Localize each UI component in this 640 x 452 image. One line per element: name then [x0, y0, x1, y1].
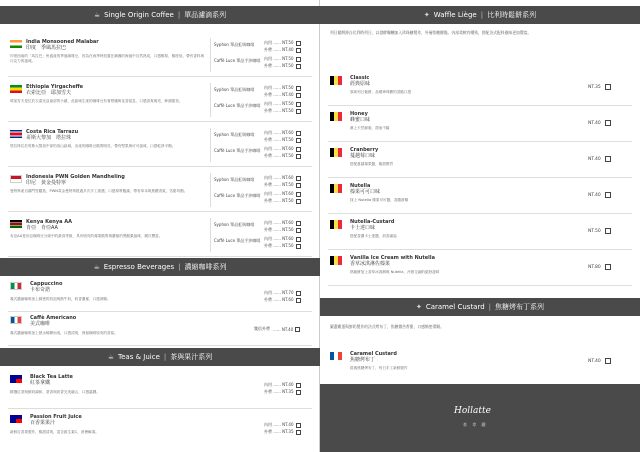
costa-rica-flag-icon — [10, 130, 22, 138]
section-header-espresso — [0, 258, 320, 276]
divider-vertical — [210, 128, 211, 162]
cold-price: 外帶 ...... NT.50 — [264, 227, 294, 232]
section-header-waffle — [320, 6, 640, 24]
cold-checkbox[interactable] — [296, 298, 301, 303]
price-value: NT.40 — [588, 156, 601, 162]
hot-option — [264, 146, 301, 152]
waffle-icon: ✦ — [423, 11, 430, 19]
cold-checkbox[interactable] — [296, 390, 301, 395]
hot-price: 內用 ...... NT.60 — [264, 146, 294, 151]
section-title-zh: 單品濾滴系列 — [184, 11, 227, 19]
item-name: Cappuccino — [30, 281, 63, 287]
cold-option — [264, 182, 301, 188]
item-name-zh: 印尼 黃金曼特寧 — [26, 180, 67, 186]
right-column — [320, 0, 640, 452]
cold-checkbox[interactable] — [296, 430, 301, 435]
cold-price: 外帶 ...... NT.35 — [264, 429, 294, 434]
hot-price: 內用 ...... NT.40 — [264, 382, 294, 387]
brew-method-label: Syphon 單品虹吸咖啡 — [214, 87, 255, 92]
item-name-zh: 百香果果汁 — [30, 420, 56, 426]
cold-price: 外帶 ...... NT.35 — [264, 389, 294, 394]
item-name: Indonesia PWN Golden Mandheling — [26, 174, 125, 180]
cold-checkbox[interactable] — [296, 154, 301, 159]
item-name-zh: 紅茶拿鐵 — [30, 380, 51, 386]
item-name-zh: 蔓越莓口味 — [350, 153, 376, 159]
brew-method-label: Caffè Luce 單品手沖咖啡 — [214, 193, 261, 198]
cold-price: 外帶 ...... NT.50 — [264, 153, 294, 158]
cold-price: 外帶 ...... NT.50 — [264, 63, 294, 68]
cold-option — [264, 227, 301, 233]
hot-checkbox[interactable] — [296, 383, 301, 388]
item-desc: 耶加雪夫是位於衣索比亞南部的小鎮，此區域生產的咖啡豆有著柑橘與花香氣息，口感清爽明亮，餘韻甜美。 — [10, 99, 183, 103]
separator: | — [163, 353, 167, 361]
hot-checkbox[interactable] — [296, 423, 301, 428]
hot-checkbox[interactable] — [296, 176, 301, 181]
section-title-en: Espresso Beverages — [103, 263, 175, 271]
item-name-zh: 肯亞 肯亞AA — [26, 225, 58, 231]
hot-checkbox[interactable] — [296, 147, 301, 152]
item-name-zh: 印度 季風馬拉巴 — [26, 45, 67, 51]
item-name: Classic — [350, 75, 370, 81]
item-name: Nutella — [350, 183, 371, 189]
belgium-flag-icon — [330, 148, 342, 157]
item-name: Caffè Americano — [30, 315, 77, 321]
item-name: Honey — [350, 111, 368, 117]
cold-option — [264, 297, 301, 303]
order-checkbox[interactable] — [605, 358, 611, 364]
section-title-en: Teas & Juice — [118, 353, 160, 361]
item-desc: 經典焦糖烤布丁，每日手工新鮮製作 — [350, 366, 408, 370]
item-name-zh: 卡布奇諾 — [30, 287, 51, 293]
price-tag — [588, 84, 611, 90]
hot-checkbox[interactable] — [296, 192, 301, 197]
hot-option — [264, 130, 301, 136]
cold-price: 外帶 ...... NT.50 — [264, 108, 294, 113]
hot-option — [264, 220, 301, 226]
price-tag — [588, 156, 611, 162]
price-value: NT.40 — [588, 192, 601, 198]
belgium-flag-icon — [330, 76, 342, 85]
hot-price: 內用 ...... NT.60 — [264, 175, 294, 180]
item-desc: 肯亞AA是肯亞咖啡豆分級中的最高等級，具有明亮的莓果酸質與濃郁的黑醋栗風味，層次豐富。 — [10, 234, 163, 238]
hot-option — [264, 85, 301, 91]
india-flag-icon — [10, 40, 22, 48]
hot-checkbox[interactable] — [296, 41, 301, 46]
hot-price: 內用 ...... NT.50 — [264, 101, 294, 106]
section-title-en: Waffle Liège — [433, 11, 477, 19]
pudding-icon: ✦ — [415, 303, 422, 311]
row-divider — [328, 285, 632, 286]
coffee-item — [0, 122, 320, 167]
tea-item — [0, 410, 320, 450]
item-desc: 熱鬆餅加上香草冰淇淋與 Nutella，冷熱交融的絕妙滋味 — [350, 270, 440, 274]
hot-option — [264, 191, 301, 197]
item-name-zh: 焦糖烤布丁 — [350, 357, 376, 363]
separator: | — [488, 303, 492, 311]
hot-price: 內用 ...... NT.60 — [264, 220, 294, 225]
cold-option — [264, 108, 301, 114]
belgium-flag-icon — [330, 184, 342, 193]
hot-price: 內用 ...... NT.50 — [264, 56, 294, 61]
section-title-zh: 焦糖烤布丁系列 — [495, 303, 545, 311]
hot-price: 內用 ...... NT.50 — [264, 40, 294, 45]
indonesia-flag-icon — [10, 175, 22, 183]
item-name: Black Tea Latte — [30, 374, 73, 380]
brand-logo: Hollatte — [454, 406, 491, 416]
waffle-item — [320, 214, 640, 250]
custard-item — [320, 348, 640, 384]
taiwan-flag-icon — [10, 415, 22, 423]
separator: | — [178, 263, 181, 271]
price-value: NT.35 — [588, 84, 601, 90]
brand-subtitle: 豪 拿 鐵 — [463, 422, 488, 427]
item-desc: 原味列日鬆餅，品嚐珍珠糖的香脆口感 — [350, 90, 412, 94]
waffle-intro: 列日鬆餅源自比利時列日，以發酵麵糰加入珍珠糖製作，外層焦糖酥脆、內部柔軟有嚼勁，搭配各式配料風味更加豐富。 — [330, 30, 532, 35]
brew-method-label: Caffè Luce 單品手沖咖啡 — [214, 148, 261, 153]
hot-option — [264, 236, 301, 242]
price-tag — [588, 192, 611, 198]
order-checkbox[interactable] — [605, 264, 611, 270]
cold-checkbox[interactable] — [296, 244, 301, 249]
price-value: ...... NT.40 — [273, 326, 294, 332]
item-desc: 塔拉珠位於哥斯大黎加中部的高山區域，出產的咖啡豆酸質明亮，帶有堅果與可可風味，口感乾淨平衡。 — [10, 144, 176, 148]
brew-method-label: Caffè Luce 單品手沖咖啡 — [214, 58, 261, 63]
cold-price: 外帶 ...... NT.40 — [264, 92, 294, 97]
cold-option — [264, 198, 301, 204]
item-name: Vanilla Ice Cream with Nutella — [350, 255, 435, 261]
cold-price: 外帶 ...... NT.50 — [264, 198, 294, 203]
hot-option — [264, 101, 301, 107]
belgium-flag-icon — [330, 112, 342, 121]
cold-price: 外帶 ...... NT.60 — [264, 297, 294, 302]
tea-item — [0, 370, 320, 410]
cold-checkbox[interactable] — [296, 228, 301, 233]
hot-option — [264, 40, 301, 46]
hot-price: 內用 ...... NT.60 — [264, 130, 294, 135]
custard-intro: 嚴選雞蛋與鮮奶製作的法式烤布丁，焦糖微苦香甜，口感綿密滑順。 — [330, 324, 444, 329]
cold-checkbox[interactable] — [296, 93, 301, 98]
cold-option — [264, 137, 301, 143]
section-header-single-origin — [0, 6, 320, 24]
hot-checkbox[interactable] — [296, 57, 301, 62]
cold-checkbox[interactable] — [296, 199, 301, 204]
cold-price: 外帶 ...... NT.40 — [264, 47, 294, 52]
brew-method-label: Caffè Luce 單品手沖咖啡 — [214, 238, 261, 243]
kenya-flag-icon — [10, 220, 22, 228]
item-name-zh: 卡士達口味 — [350, 225, 376, 231]
france-flag-icon — [330, 352, 342, 360]
hot-price: 內用 ...... NT.50 — [264, 85, 294, 90]
coffee-item — [0, 77, 320, 122]
item-desc: 搭配蔓越莓果醬，酸甜開胃 — [350, 162, 394, 166]
hot-option — [264, 422, 301, 428]
waffle-item — [320, 70, 640, 106]
waffle-item — [320, 106, 640, 142]
hot-checkbox[interactable] — [296, 221, 301, 226]
hot-price: 內用 ...... NT.60 — [264, 191, 294, 196]
price-tag — [588, 228, 611, 234]
hot-option — [264, 56, 301, 62]
section-header-teas — [0, 348, 320, 366]
belgium-flag-icon — [330, 256, 342, 265]
cold-checkbox[interactable] — [296, 64, 301, 69]
item-name: Kenya Kenya AA — [26, 219, 72, 225]
item-desc: 義式濃縮咖啡加上綿密的奶泡與熱牛奶，奶香濃郁、口感滑順。 — [10, 297, 111, 301]
price-tag — [588, 120, 611, 126]
france-flag-icon — [10, 316, 22, 324]
brew-method-label: Syphon 單品虹吸咖啡 — [214, 222, 255, 227]
row-divider — [8, 345, 312, 346]
item-desc: 新鮮百香果製作，酸甜清爽，富含維生素C，消暑解渴。 — [10, 430, 99, 434]
hot-option — [264, 175, 301, 181]
hot-checkbox[interactable] — [296, 102, 301, 107]
item-name: Caramel Custard — [350, 351, 397, 357]
coffee-item — [0, 32, 320, 77]
item-desc: 抹上 Nutella 榛果可可醬，香濃滑順 — [350, 198, 409, 202]
price-value: NT.80 — [588, 264, 601, 270]
cold-option — [264, 92, 301, 98]
cold-option — [264, 243, 301, 249]
divider-vertical — [210, 218, 211, 252]
item-name-zh: 蜂蜜口味 — [350, 117, 371, 123]
item-name: Costa Rica Tarrazu — [26, 129, 79, 135]
espresso-item — [0, 312, 320, 346]
separator: | — [177, 11, 181, 19]
hot-price: 內用 ...... NT.40 — [264, 422, 294, 427]
waffle-item — [320, 142, 640, 178]
divider-vertical — [210, 38, 211, 72]
cold-checkbox[interactable] — [296, 183, 301, 188]
hot-checkbox[interactable] — [296, 291, 301, 296]
item-name-zh: 榛果可可口味 — [350, 189, 381, 195]
cold-checkbox[interactable] — [296, 138, 301, 143]
cold-checkbox[interactable] — [296, 109, 301, 114]
waffle-item — [320, 250, 640, 286]
brew-method-label: Syphon 單品虹吸咖啡 — [214, 132, 255, 137]
coffee-cup-icon: ☕ — [93, 11, 101, 19]
brew-method-label: Caffè Luce 單品手沖咖啡 — [214, 103, 261, 108]
item-name-zh: 香草冰淇淋佐榛果 — [350, 261, 391, 267]
item-desc: 曼特寧產自蘇門答臘島，PWN黃金曼特寧經過多次手工挑選，口感厚實飽滿，帶有草本與焦糖香氣，苦甜均衡。 — [10, 189, 188, 193]
item-desc: 印度西南的「馬拉巴」州盛產的季風咖啡豆，因為在雨季時放置在潮濕的海風中自然熟成，口感醇厚，酸度低，帶有香料與巧克力的風味。 — [10, 54, 205, 63]
brew-method-label: Syphon 單品虹吸咖啡 — [214, 42, 255, 47]
price-tag — [588, 358, 611, 364]
hot-price: 內用 ...... NT.70 — [264, 290, 294, 295]
cold-option — [264, 389, 301, 395]
divider-vertical — [210, 173, 211, 207]
price-tag — [588, 264, 611, 270]
section-title-en: Single Origin Coffee — [104, 11, 174, 19]
cold-option — [264, 47, 301, 53]
item-desc: 淋上天然蜂蜜，甜而不膩 — [350, 126, 390, 130]
espresso-item — [0, 278, 320, 312]
order-checkbox[interactable] — [605, 120, 611, 126]
ethiopia-flag-icon — [10, 85, 22, 93]
takeout-option — [254, 326, 300, 332]
item-desc: 搭配香濃卡士達醬，奶香滿溢 — [350, 234, 397, 238]
item-name-zh: 經典原味 — [350, 81, 371, 87]
hot-option — [264, 290, 301, 296]
hot-option — [264, 382, 301, 388]
item-name: Nutella-Custard — [350, 219, 395, 225]
item-name: Cranberry — [350, 147, 379, 153]
coffee-cup-icon: ☕ — [93, 263, 100, 271]
cold-checkbox[interactable] — [296, 48, 301, 53]
separator: | — [480, 11, 484, 19]
takeout-checkbox[interactable] — [295, 327, 300, 332]
cold-price: 外帶 ...... NT.50 — [264, 137, 294, 142]
method-label: 雙倍外帶 — [254, 326, 270, 331]
section-header-custard — [320, 298, 640, 316]
price-value: NT.40 — [588, 358, 601, 364]
section-title-zh: 比利時鬆餅系列 — [487, 11, 537, 19]
item-name-zh: 美式咖啡 — [30, 321, 51, 327]
row-divider — [8, 408, 312, 409]
price-value: NT.50 — [588, 228, 601, 234]
order-checkbox[interactable] — [605, 228, 611, 234]
item-name-zh: 衣索比亞 耶加雪夫 — [26, 90, 72, 96]
row-divider — [8, 256, 312, 257]
hot-checkbox[interactable] — [296, 86, 301, 91]
order-checkbox[interactable] — [605, 192, 611, 198]
section-title-zh: 茶與果汁系列 — [170, 353, 213, 361]
item-desc: 義式濃縮咖啡加上熱水稀釋而成，口感清爽，保留咖啡原有的香氣。 — [10, 331, 118, 335]
item-name-zh: 哥斯大黎加 塔拉珠 — [26, 135, 72, 141]
coffee-item — [0, 167, 320, 212]
item-desc: 精選紅茶與鮮奶調和，茶香與奶香完美融合，口感溫潤。 — [10, 390, 100, 394]
section-title-en: Caramel Custard — [425, 303, 485, 311]
belgium-flag-icon — [330, 220, 342, 229]
order-checkbox[interactable] — [605, 84, 611, 90]
teapot-icon: ☕ — [107, 353, 115, 361]
italy-flag-icon — [10, 282, 22, 290]
cold-price: 外帶 ...... NT.50 — [264, 243, 294, 248]
item-name: Passion Fruit Juice — [30, 414, 82, 420]
divider-vertical — [210, 83, 211, 117]
cold-option — [264, 429, 301, 435]
coffee-item — [0, 212, 320, 257]
item-name: Ethiopia Yirgacheffe — [26, 84, 84, 90]
cold-option — [264, 63, 301, 69]
item-name: India Monsooned Malabar — [26, 39, 99, 45]
brew-method-label: Syphon 單品虹吸咖啡 — [214, 177, 255, 182]
hot-checkbox[interactable] — [296, 131, 301, 136]
cold-price: 外帶 ...... NT.50 — [264, 182, 294, 187]
taiwan-flag-icon — [10, 375, 22, 383]
hot-price: 內用 ...... NT.60 — [264, 236, 294, 241]
waffle-item — [320, 178, 640, 214]
cold-option — [264, 153, 301, 159]
order-checkbox[interactable] — [605, 156, 611, 162]
hot-checkbox[interactable] — [296, 237, 301, 242]
price-value: NT.40 — [588, 120, 601, 126]
footer-band — [320, 384, 640, 452]
section-title-zh: 濃縮咖啡系列 — [184, 263, 227, 271]
